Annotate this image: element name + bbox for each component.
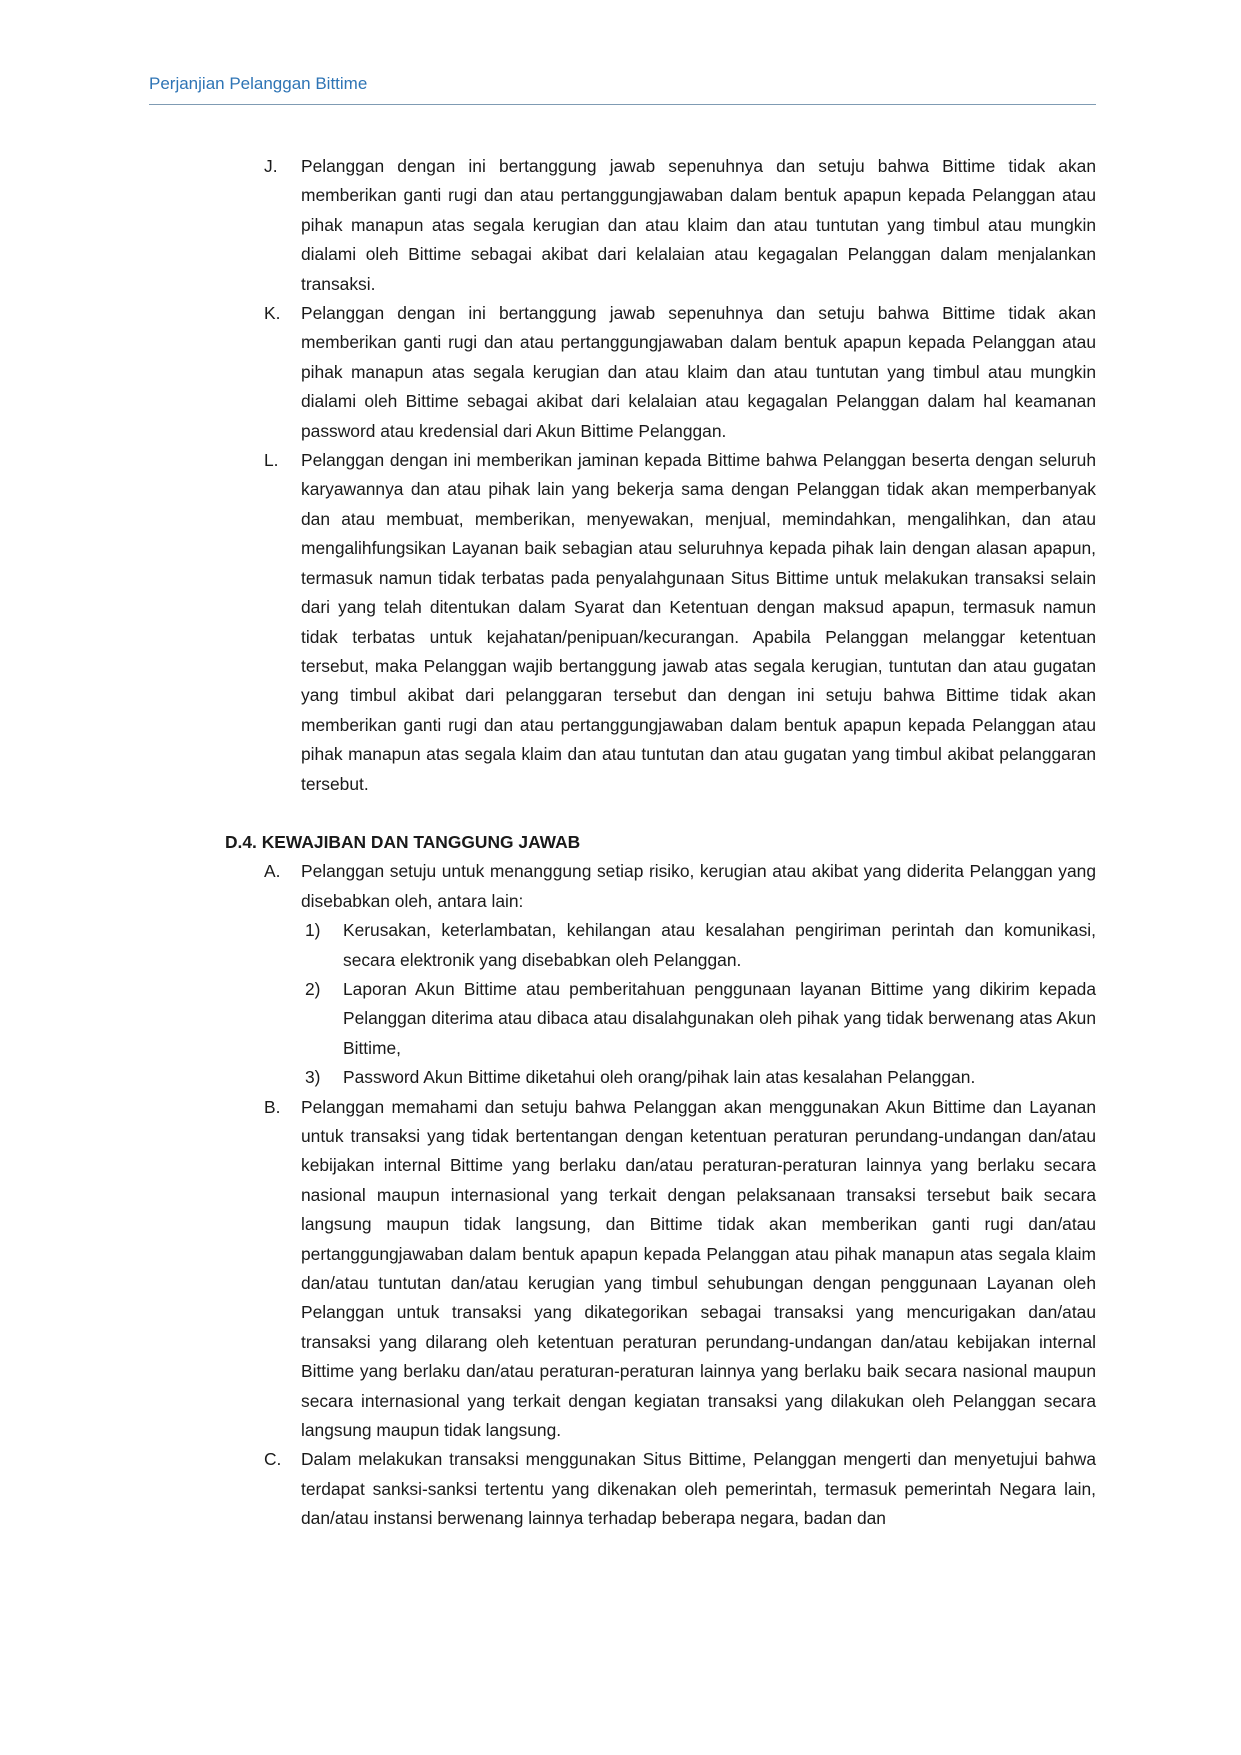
sub-item-1 bbox=[305, 916, 1096, 975]
list-item-text: Pelanggan dengan ini bertanggung jawab sepenuhnya dan setuju bahwa Bittime tidak akan memberikan ganti rugi dan atau pertanggungjawaban dalam bentuk apapun kepada Pelanggan atau pihak manapun atas segala kerugian dan atau klaim dan atau tuntutan yang timbul atau mungkin dialami oleh Bittime sebagai akibat dari kelalaian atau kegagalan Pelanggan dalam hal keamanan password atau kredensial dari Akun Bittime Pelanggan. bbox=[301, 303, 1096, 441]
list-item-text: Pelanggan memahami dan setuju bahwa Pelanggan akan menggunakan Akun Bittime dan Layanan untuk transaksi yang tidak bertentangan dengan ketentuan peraturan perundang-undangan dan/atau kebijakan internal Bittime yang berlaku dan/atau peraturan-peraturan lainnya yang berlaku secara nasional maupun internasional yang terkait dengan pelaksanaan transaksi tersebut baik secara langsung maupun tidak langsung, dan Bittime tidak akan memberikan ganti rugi dan/atau pertanggungjawaban dalam bentuk apapun kepada Pelanggan atau pihak manapun atas segala klaim dan/atau tuntutan dan/atau kerugian yang timbul sehubungan dengan penggunaan Layanan oleh Pelanggan untuk transaksi yang dikategorikan sebagai transaksi yang mencurigakan dan/atau transaksi yang dilarang oleh ketentuan peraturan perundang-undangan dan/atau kebijakan internal Bittime yang berlaku dan/atau peraturan-peraturan lainnya yang berlaku baik secara nasional maupun secara internasional yang terkait dengan kegiatan transaksi yang dilakukan oleh Pelanggan secara langsung maupun tidak langsung. bbox=[301, 1096, 1096, 1441]
section-heading: D.4. KEWAJIBAN DAN TANGGUNG JAWAB bbox=[225, 831, 581, 852]
list-item-text: Pelanggan dengan ini bertanggung jawab sepenuhnya dan setuju bahwa Bittime tidak akan memberikan ganti rugi dan atau pertanggungjawaban dalam bentuk apapun kepada Pelanggan atau pihak manapun atas segala kerugian dan atau klaim dan atau tuntutan yang timbul atau mungkin dialami oleh Bittime sebagai akibat dari kelalaian atau kegagalan Pelanggan dalam menjalankan transaksi. bbox=[301, 156, 1096, 294]
list-item-text: Pelanggan setuju untuk menanggung setiap risiko, kerugian atau akibat yang diderita Pelanggan yang disebabkan oleh, antara lain: bbox=[301, 861, 1096, 911]
list-item-l bbox=[264, 446, 1096, 799]
sub-marker: 3) bbox=[305, 1067, 321, 1088]
list-item-b bbox=[264, 1093, 1096, 1446]
sub-item-text: Kerusakan, keterlambatan, kehilangan atau kesalahan pengiriman perintah dan komunikasi, secara elektronik yang disebabkan oleh Pelanggan. bbox=[343, 920, 1096, 970]
sub-item-text: Laporan Akun Bittime atau pemberitahuan penggunaan layanan Bittime yang dikirim kepada Pelanggan diterima atau dibaca atau disalahgunakan oleh pihak yang tidak berwenang atas Akun Bittime, bbox=[343, 978, 1096, 1058]
page-header bbox=[149, 74, 1096, 105]
list-item-k bbox=[264, 299, 1096, 446]
list-item-text: Dalam melakukan transaksi menggunakan Situs Bittime, Pelanggan mengerti dan menyetujui bahwa terdapat sanksi-sanksi tertentu yang dikenakan oleh pemerintah, termasuk pemerintah Negara lain, dan/atau instansi berwenang lainnya terhadap beberapa negara, badan dan bbox=[301, 1449, 1096, 1529]
list-marker: C. bbox=[264, 1449, 282, 1470]
sub-item-3 bbox=[305, 1063, 1096, 1092]
list-marker: B. bbox=[264, 1096, 281, 1117]
list-marker: K. bbox=[264, 303, 281, 324]
header-title: Perjanjian Pelanggan Bittime bbox=[149, 74, 368, 93]
list-item-a bbox=[264, 857, 1096, 916]
list-item-text: Pelanggan dengan ini memberikan jaminan kepada Bittime bahwa Pelanggan beserta dengan seluruh karyawannya dan atau pihak lain yang bekerja sama dengan Pelanggan tidak akan memperbanyak dan atau membuat, memberikan, menyewakan, menjual, memindahkan, mengalihkan, dan atau mengalihfungsikan Layanan baik sebagian atau seluruhnya kepada pihak lain dengan alasan apapun, termasuk namun tidak terbatas pada penyalahgunaan Situs Bittime untuk melakukan transaksi selain dari yang telah ditentukan dalam Syarat dan Ketentuan dengan maksud apapun, termasuk namun tidak terbatas untuk kejahatan/penipuan/kecurangan. Apabila Pelanggan melanggar ketentuan tersebut, maka Pelanggan wajib bertanggung jawab atas segala kerugian, tuntutan dan atau gugatan yang timbul akibat dari pelanggaran tersebut dan dengan ini setuju bahwa Bittime tidak akan memberikan ganti rugi dan atau pertanggungjawaban dalam bentuk apapun kepada Pelanggan atau pihak manapun atas segala klaim dan atau tuntutan dan atau gugatan yang timbul akibat pelanggaran tersebut. bbox=[301, 450, 1096, 794]
document-body bbox=[0, 152, 1241, 1534]
list-marker: A. bbox=[264, 861, 281, 882]
sub-item-2 bbox=[305, 975, 1096, 1063]
list-item-j bbox=[264, 152, 1096, 299]
sub-item-text: Password Akun Bittime diketahui oleh orang/pihak lain atas kesalahan Pelanggan. bbox=[343, 1067, 976, 1088]
list-marker: J. bbox=[264, 156, 278, 176]
list-marker: L. bbox=[264, 450, 279, 471]
sub-marker: 2) bbox=[305, 978, 321, 999]
list-item-c bbox=[264, 1445, 1096, 1533]
sub-marker: 1) bbox=[305, 920, 321, 941]
